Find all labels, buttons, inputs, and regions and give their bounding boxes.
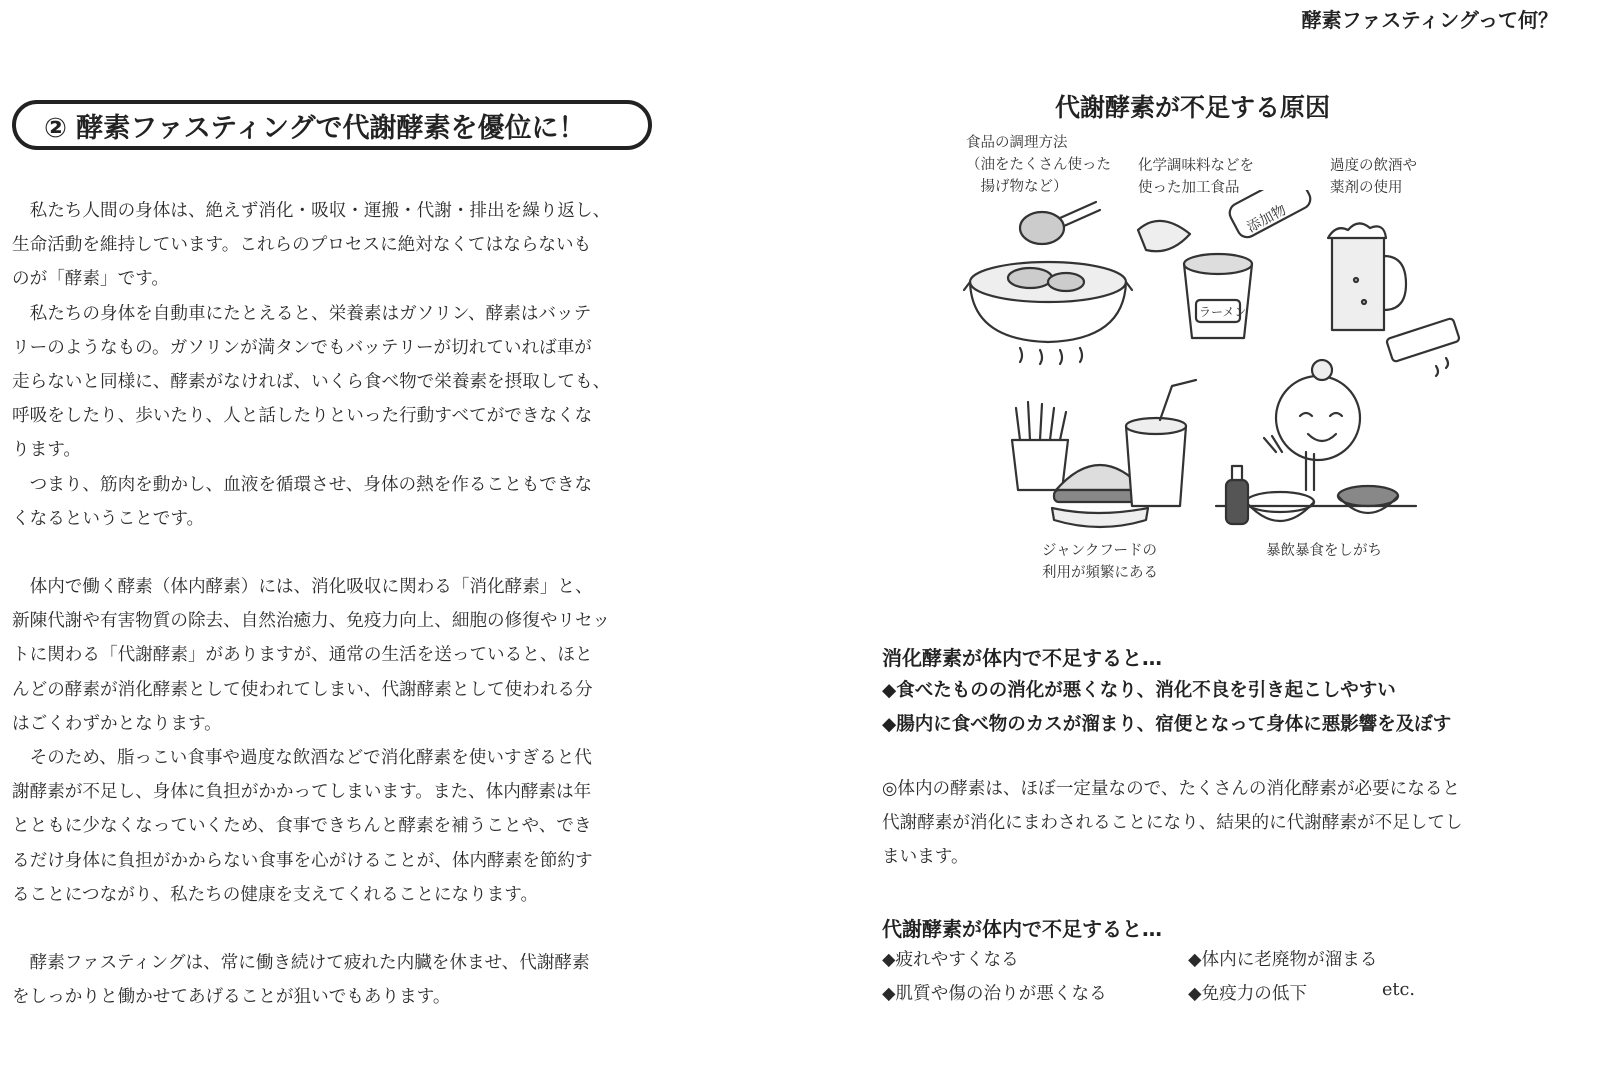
illustration-title: 代謝酵素が不足する原因 [1055, 93, 1331, 122]
line: 体内で働く酵素（体内酵素）には、消化吸収に関わる「消化酵素」と、 [29, 577, 593, 598]
digestive-heading: 消化酵素が体内で不足すると… [882, 646, 1162, 670]
metabolic-item: ◆体内に老廃物が溜まる [1188, 950, 1378, 970]
paragraph-5 [12, 741, 672, 912]
line: トに関わる「代謝酵素」がありますが、通常の生活を送っていると、ほと [12, 645, 593, 666]
running-title: 酵素ファスティングって何？ [1301, 8, 1558, 32]
ramen-label: ラーメン [1199, 305, 1247, 319]
line: をしっかりと働かせてあげることが狙いでもあります。 [12, 987, 451, 1008]
metabolic-heading: 代謝酵素が体内で不足すると… [882, 917, 1162, 941]
frying-pot-icon [964, 202, 1132, 364]
caption-line: ジャンクフードの [1042, 543, 1157, 559]
line: 謝酵素が不足し、身体に負担がかかってしまいます。また、体内酵素は年 [12, 782, 592, 803]
fries-icon [1012, 402, 1068, 490]
caption-line: （油をたくさん使った [966, 157, 1111, 173]
paragraph-1 [12, 194, 672, 297]
pill-pack-icon [1386, 318, 1460, 376]
section-title: ② 酵素ファスティングで代謝酵素を優位に！ [12, 100, 652, 150]
additive-label: 添加物 [1244, 202, 1290, 236]
caption-line: 薬剤の使用 [1330, 180, 1403, 196]
body-text [12, 194, 672, 1014]
line: リーのようなもの。ガソリンが満タンでもバッテリーが切れていれば車が [12, 337, 592, 358]
line: はごくわずかとなります。 [12, 713, 222, 734]
line: 生命活動を維持しています。これらのプロセスに絶対なくてはならないも [12, 235, 592, 256]
line: 新陳代謝や有害物質の除去、自然治癒力、免疫力向上、細胞の修復やリセッ [12, 611, 611, 632]
metabolic-item: ◆肌質や傷の治りが悪くなる [882, 984, 1107, 1004]
caption-line: 化学調味料などを [1138, 158, 1254, 174]
paragraph-2 [12, 297, 672, 468]
ramen-cup-icon [1138, 221, 1252, 338]
line: そのため、脂っこい食事や過度な飲酒などで消化酵素を使いすぎると代 [29, 748, 592, 769]
line: 酵素ファスティングは、常に働き続けて疲れた内臓を休ませ、代謝酵素 [29, 953, 590, 974]
line: るだけ身体に負担がかからない食事を心がけることが、体内酵素を節約す [12, 850, 593, 871]
caption-line: 使った加工食品 [1138, 180, 1240, 196]
line: ることにつながり、私たちの健康を支えてくれることになります。 [12, 884, 539, 905]
note-text [882, 772, 1522, 875]
line: つまり、筋肉を動かし、血液を循環させ、身体の熱を作ることもできな [29, 474, 593, 495]
soda-bottle-icon [1226, 466, 1248, 524]
metabolic-etc: etc. [1382, 980, 1415, 1000]
digestive-bullet: ◆腸内に食べ物のカスが溜まり、宿便となって身体に悪影響を及ぼす [882, 714, 1452, 735]
caption-line: 利用が頻繁にある [1042, 565, 1158, 581]
paragraph-6 [12, 946, 672, 1014]
caption-line: 揚げ物など） [966, 179, 1068, 195]
line: 私たち人間の身体は、絶えず消化・吸収・運搬・代謝・排出を繰り返し、 [29, 201, 611, 221]
paragraph-4 [12, 570, 672, 741]
additive-bottle-icon [1226, 190, 1314, 241]
drink-cup-icon [1126, 380, 1196, 506]
caption-cooking [966, 132, 1111, 198]
beer-mug-icon [1328, 223, 1406, 330]
caption-line: 暴飲暴食をしがち [1266, 543, 1382, 559]
line: とともに少なくなっていくため、食事できちんと酵素を補うことや、でき [12, 816, 592, 837]
person-eating-icon [1264, 360, 1360, 490]
line: ります。 [12, 440, 81, 461]
line: 私たちの身体を自動車にたとえると、栄養素はガソリン、酵素はバッテ [29, 303, 592, 324]
caption-line: 食品の調理方法 [966, 135, 1068, 151]
line: 走らないと同様に、酵素がなければ、いくら食べ物で栄養素を摂取しても、 [12, 372, 611, 393]
line: まいます。 [882, 847, 969, 868]
caption-line: 過度の飲酒や [1330, 158, 1417, 174]
line: んどの酵素が消化酵素として使われてしまい、代謝酵素として使われる分 [12, 679, 593, 700]
metabolic-item: ◆疲れやすくなる [882, 950, 1019, 970]
line: 呼吸をしたり、歩いたり、人と話したりといった行動すべてができなくな [12, 406, 593, 427]
line: くなるということです。 [12, 508, 205, 529]
line: 代謝酵素が消化にまわされることになり、結果的に代謝酵素が不足してし [882, 813, 1463, 834]
metabolic-item: ◆免疫力の低下 [1188, 984, 1308, 1004]
line: のが「酵素」です。 [12, 269, 169, 290]
digestive-bullet: ◆食べたものの消化が悪くなり、消化不良を引き起こしやすい [882, 680, 1396, 701]
line: ◎体内の酵素は、ほぼ一定量なので、たくさんの消化酵素が必要になると [882, 779, 1461, 799]
causes-illustration [960, 190, 1480, 550]
paragraph-3 [12, 468, 672, 536]
